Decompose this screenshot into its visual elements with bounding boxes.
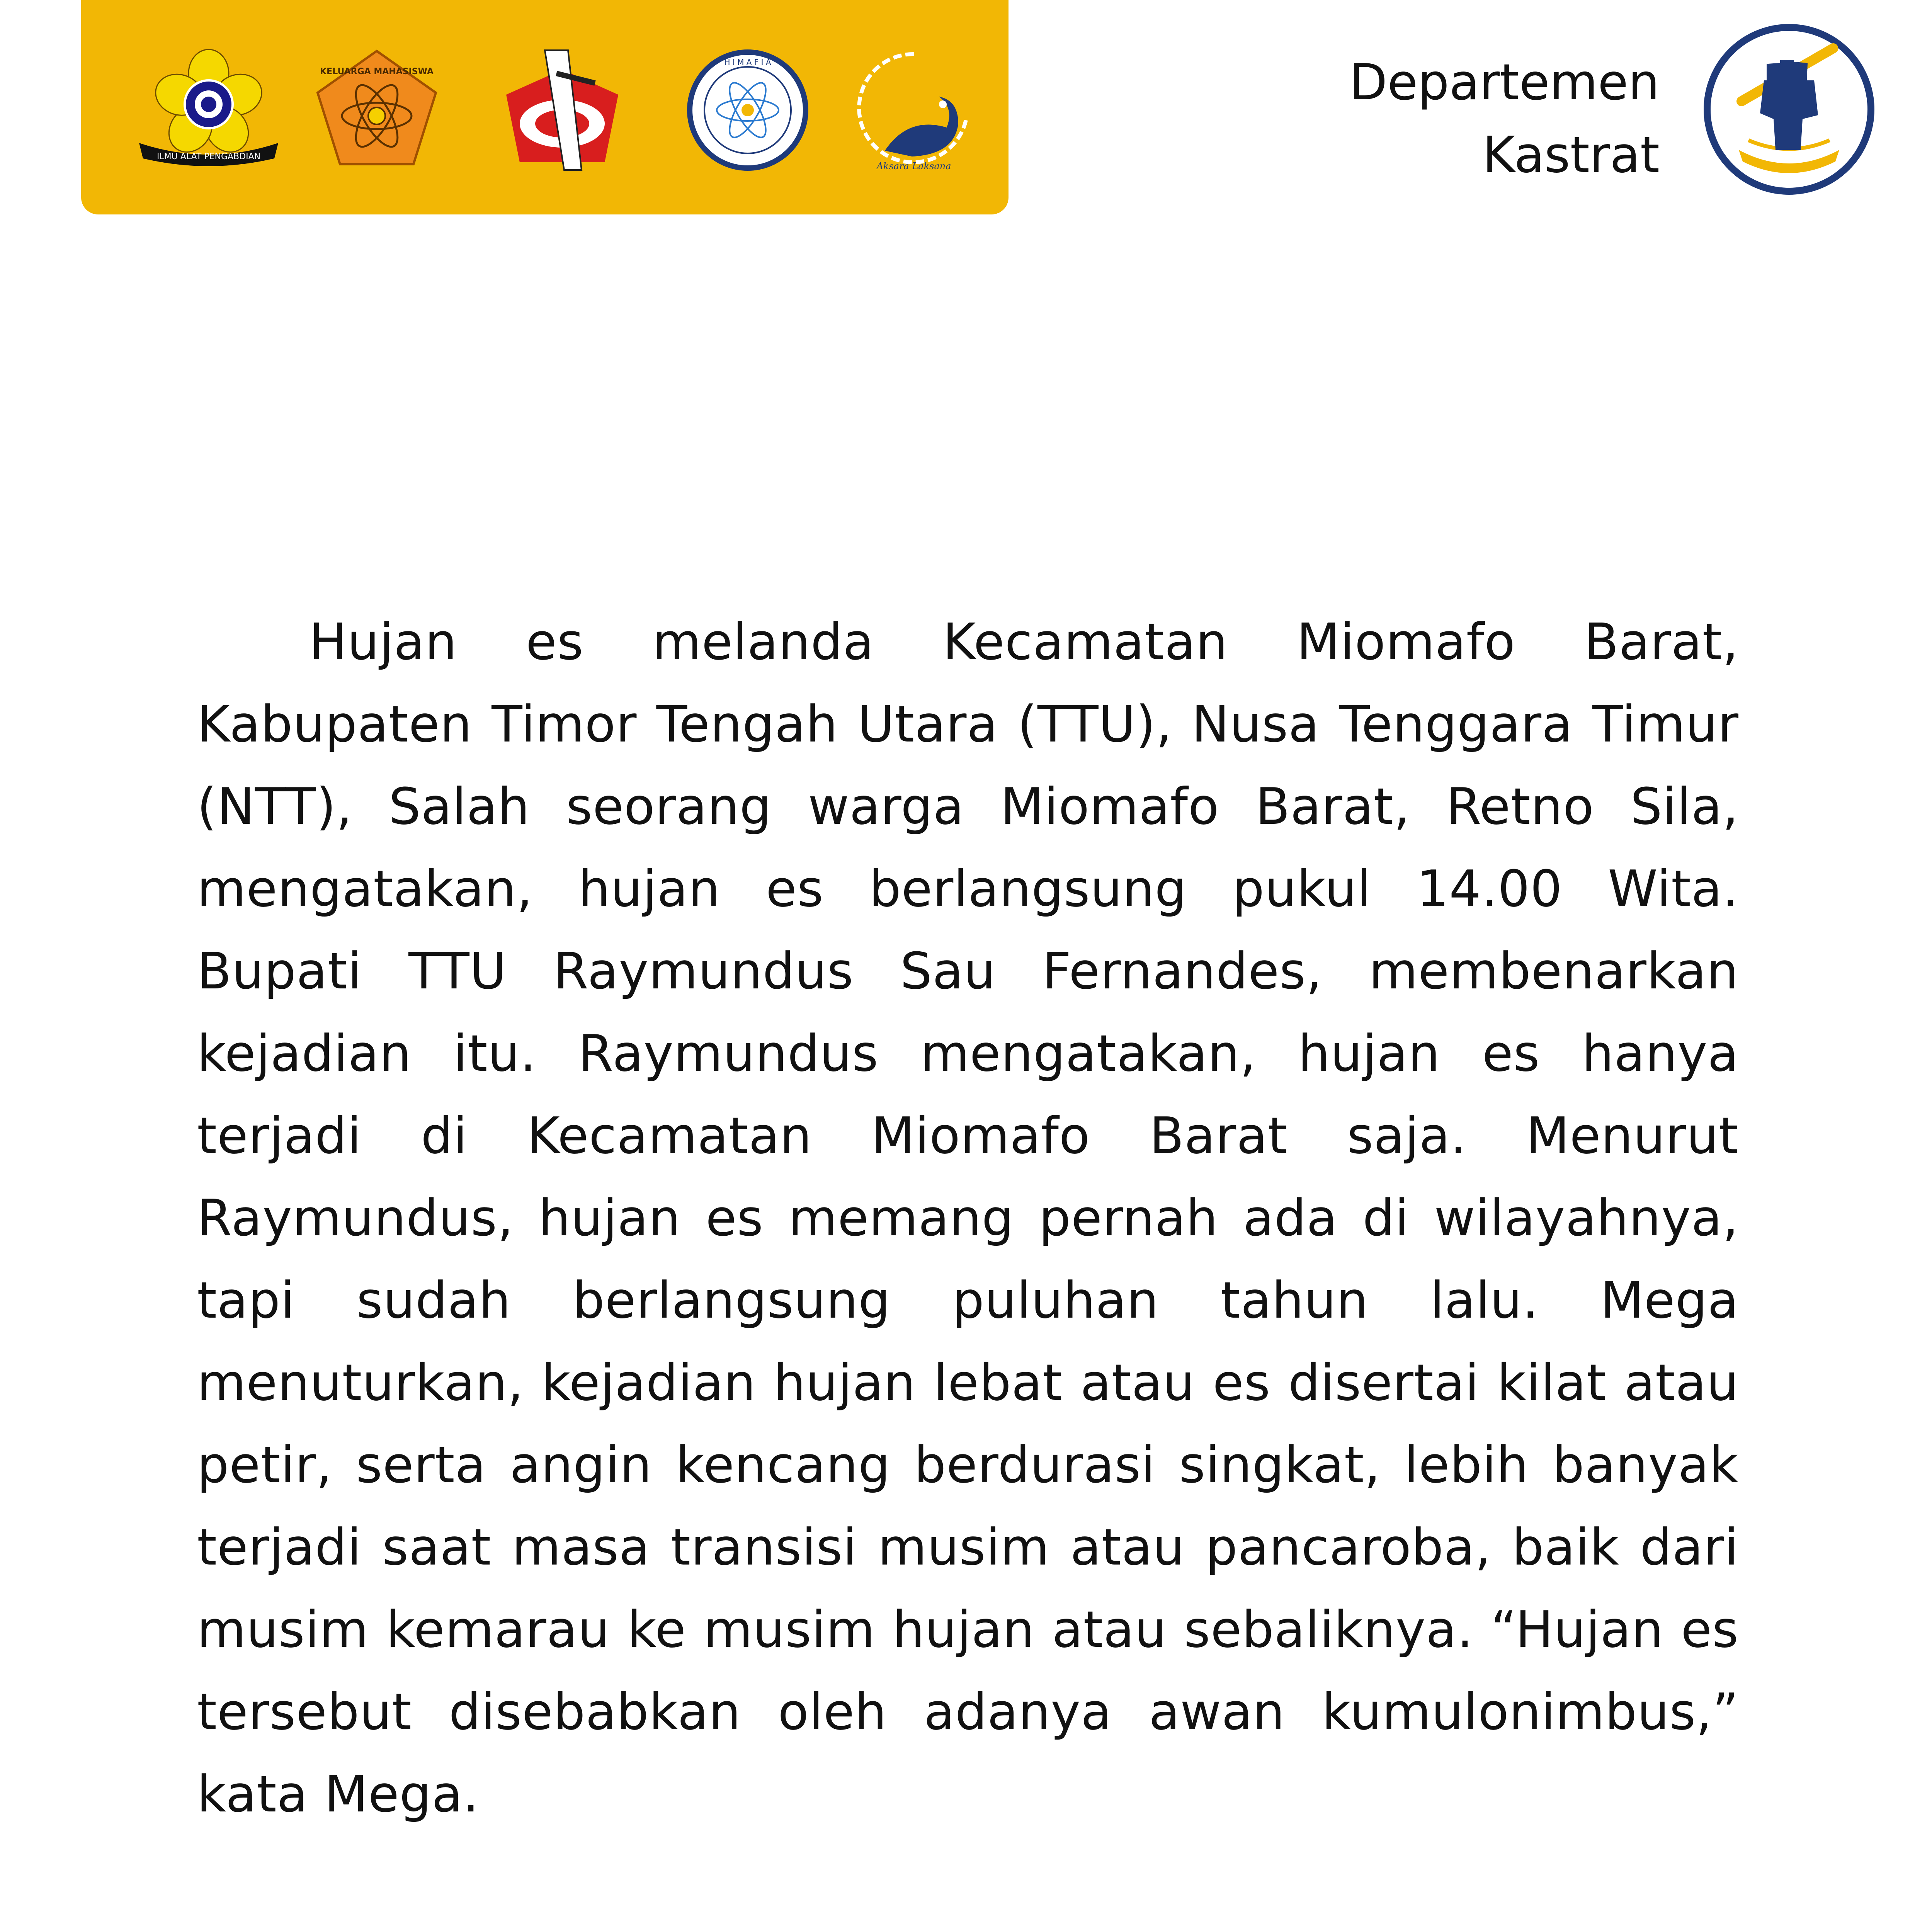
bem-red-logo — [498, 46, 626, 174]
svg-text:Aksara Laksana: Aksara Laksana — [876, 161, 951, 172]
svg-text:KELUARGA MAHASISWA: KELUARGA MAHASISWA — [320, 67, 434, 77]
svg-text:H I M A F I A: H I M A F I A — [724, 58, 771, 67]
department-title — [1349, 46, 1660, 192]
kabinet-swan-logo — [850, 46, 978, 174]
department-line-1: Departemen — [1349, 54, 1660, 111]
himafia-logo — [684, 46, 811, 174]
svg-text:ILMU ALAT PENGABDIAN: ILMU ALAT PENGABDIAN — [156, 152, 261, 162]
kastrat-fist-emblem — [1702, 22, 1876, 196]
unsri-emblem-logo — [124, 46, 294, 174]
article-paragraph: Hujan es melanda Kecamatan Miomafo Barat, Kabupaten Timor Tengah Utara (TTU), Nusa Tenggara Timur (NTT), Salah seorang warga Miomafo Barat, Retno Sila, mengatakan, hujan es berlangsung pukul 14.00 Wita. Bupati TTU Raymundus Sau Fernandes, membenarkan kejadian itu. Raymundus mengatakan, hujan es hanya terjadi di Kecamatan Miomafo Barat saja. Menurut Raymundus, hujan es memang pernah ada di wilayahnya, tapi sudah berlangsung puluhan tahun lalu. Mega menuturkan, kejadian hujan lebat atau es disertai kilat atau petir, serta angin kencang berdurasi singkat, lebih banyak terjadi saat masa transisi musim atau pancaroba, baik dari musim kemarau ke musim hujan atau sebaliknya. “Hujan es tersebut disebabkan oleh adanya awan kumulonimbus,” kata Mega. — [197, 612, 1739, 1823]
header-logo-bar — [81, 0, 1009, 214]
department-line-2: Kastrat — [1482, 126, 1660, 184]
keluarga-mahasiswa-logo — [313, 46, 440, 174]
